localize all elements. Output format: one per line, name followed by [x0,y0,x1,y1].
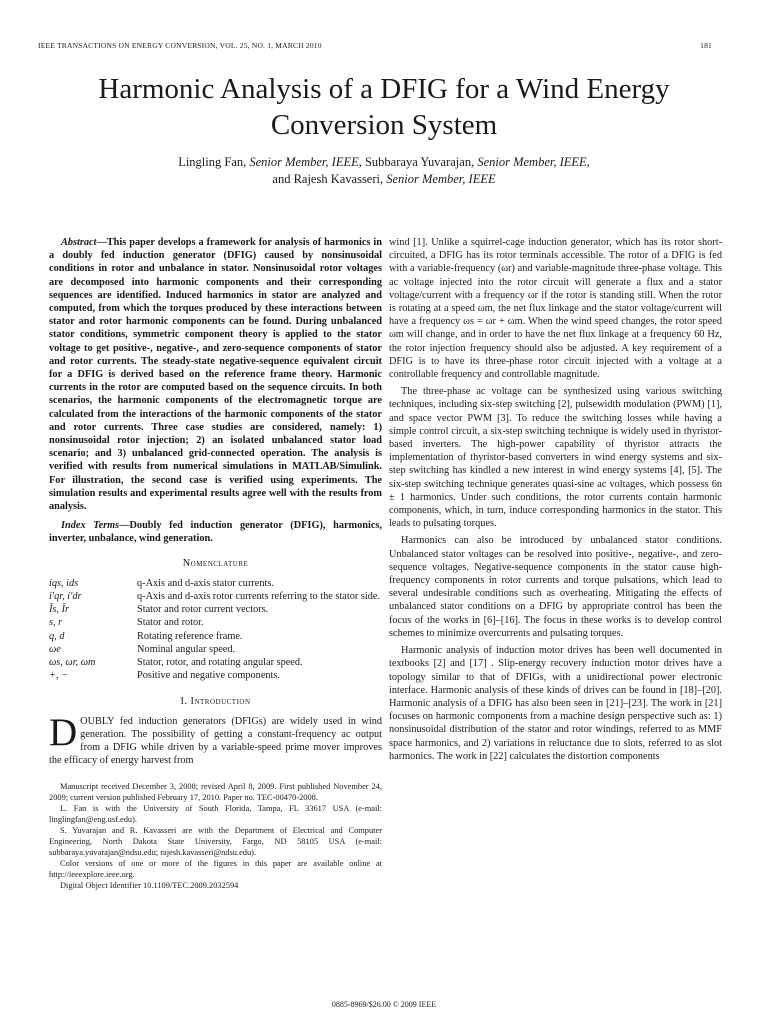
body-paragraph: The three-phase ac voltage can be synthesized using various switching techniques, including six-step switching [2], pulsewidth modulation (PWM) [1], and space vector PWM [3]. To reduce the switching losses while having a simple control circuit, a six-step switching technique is widely used in thyristor-based inverters. The high-power capability of thyristor attracts the implementation of thyristor-based converters in wind energy systems and six-step switching has kindled a new interest in wind energy systems [4], [5]. The six-step switching technique generates quasi-sine ac voltages, which possess 6n ± 1 harmonics. Under such conditions, the rotor currents contain harmonic components, which, in turn, induce corresponding harmonics in the stator. This leads to pulsating torques. [389,386,722,530]
author-1-name: Lingling Fan, [178,155,247,169]
title-line-2: Conversion System [270,109,498,141]
index-terms-text: —Doubly fed induction generator (DFIG), harmonics, inverter, unbalance, wind generation. [49,520,382,545]
introduction-paragraph [49,710,382,768]
author-2-role: Senior Member, IEEE, [477,155,590,169]
nomenclature-row [49,577,382,590]
copyright-footer: 0885-8969/$26.00 © 2009 IEEE [331,1000,437,1009]
abstract-text: —This paper develops a framework for analysis of harmonics in a doubly fed induction generator (DFIG) caused by nonsinusoidal conditions in rotor and unbalance in stator. Nonsinusoidal rotor voltages are decomposed into harmonic components and their corresponding sequences are identified. Induced harmonics in stator are analyzed and computed, from which the torques produced by these interactions between stator and rotor harmonic components can be found. During unbalanced stator conditions, symmetric component theory is applied to the stator voltage to get positive-, negative-, and zero-sequence components of stator and rotor currents. The steady-state negative-sequence equivalent circuit for a DFIG is derived based on the reference frame theory. Harmonic currents in the rotor are computed based on the sequence circuits. In both scenarios, the harmonic components of the electromagnetic torque are calculated from the interactions of the harmonic components of the stator and rotor currents. Three case studies are considered, namely: 1) nonsinusoidal rotor injection; 2) an isolated unbalanced stator load scenario; and 3) unbalanced grid-connected operation. The analysis is verified with results from numerical simulations in MATLAB/Simulink. For illustration, the second case is verified using experiments. The simulation results and experimental results agree well with the results from analysis. [49,237,382,513]
author-3-name: and Rajesh Kavasseri, [272,172,384,186]
left-column [49,236,382,891]
nomenclature-row [49,603,382,616]
right-column [389,236,722,767]
nomenclature-row [49,616,382,629]
body-paragraph: Harmonics can also be introduced by unbalanced stator conditions. Unbalanced stator voltages can be resolved into positive-, negative-, and zero-sequence voltages. Negative-sequence components in the stator cause high-frequency components in rotor currents and torque pulsations, which lead to several undesirable conditions such as overheating. Mitigating the effects of unbalanced stator conditions on a DFIG by appropriate control has been the focus of the works in [6]–[16]. The focus in these works is to develop control schemes to minimize overcurrents and pulsating torques. [389,535,722,639]
title-line-1: Harmonic Analysis of a DFIG for a Wind Energy [98,73,670,105]
footnote-doi: Digital Object Identifier 10.1109/TEC.2009.2032594 [60,880,239,890]
nomenclature-definition: Stator, rotor, and rotating angular speed. [137,657,303,669]
nomenclature-definition: q-Axis and d-axis rotor currents referring to the stator side. [137,591,381,603]
nomenclature-symbol: ωs, ωr, ωm [49,657,96,669]
nomenclature-symbol: q, d [49,630,65,642]
section-heading-introduction: I. Introduction [180,695,251,707]
nomenclature-symbol: ωe [49,643,61,655]
author-3-role: Senior Member, IEEE [386,172,496,186]
author-list [38,154,730,188]
author-line-2 [38,171,730,188]
page-number: 181 [700,41,712,50]
author-2-name: Subbaraya Yuvarajan, [364,155,475,169]
nomenclature-row [49,590,382,603]
nomenclature-symbol: s, r [49,617,63,629]
introduction-text: OUBLY fed induction generators (DFIGs) are widely used in wind generation. The possibility of getting a constant-frequency ac output from a DFIG while driven by a variable-speed prime mover improves the efficacy of energy harvest from [49,715,382,767]
nomenclature-row [49,643,382,656]
nomenclature-row [49,656,382,669]
body-paragraph: Harmonic analysis of induction motor drives has been well documented in textbooks [2] and [17] . Slip-energy recovery induction motor drives have a topology similar to that of DFIGs, with a unidirectional power electronic interface. Harmonic analysis of these kinds of drives can be found in [18]–[20]. Harmonic analysis of a DFIG has also been seen in [21]–[23]. The work in [21] focuses on harmonic components from a machine design perspective such as: 1) nonsinusoidal distribution of the stator and rotor windings, referred to as MMF space harmonics, and 2) variations in reluctance due to slots, referred to as slot harmonics. The work in [22] calculates the distortion components [389,645,722,762]
nomenclature-symbol: +, − [49,670,69,682]
footnote-author-1: L. Fan is with the University of South Florida, Tampa, FL 33617 USA (e-mail: linglingfan@eng.usf.edu). [49,803,382,824]
nomenclature-list [49,577,382,683]
nomenclature-definition: Rotating reference frame. [137,630,243,642]
nomenclature-symbol: Īs, Īr [49,604,70,616]
body-paragraph: wind [1]. Unlike a squirrel-cage induction generator, which has its rotor short-circuited, a DFIG has its rotor terminals accessible. The rotor of a DFIG is fed with a variable-frequency (ωr) and variable-magnitude three-phase voltage. This ac voltage injected into the rotor circuit will generate a flux and a stator voltage/current with a frequency ωr if the rotor is standing still. When the rotor is rotating at a speed ωm, the net flux linkage and the stator voltage/current will have a frequency ωs = ωr + ωm. When the wind speed changes, the rotor speed ωm will change, and in order to have the net flux linkage at a frequency 60 Hz, the rotor injection frequency should also be adjusted. A key requirement of a DFIG is to have its three-phase rotor circuit injected with a voltage at a controllable frequency and controllable magnitude. [389,237,722,381]
author-1-role: Senior Member, IEEE, [249,155,362,169]
nomenclature-definition: Nominal angular speed. [137,643,236,655]
nomenclature-row [49,630,382,643]
nomenclature-definition: Positive and negative components. [137,670,280,682]
paper-title [38,71,730,143]
index-terms-lead: Index Terms [61,520,120,532]
nomenclature-definition: Stator and rotor current vectors. [137,604,269,616]
index-terms [49,519,382,545]
footnote-authors-2-3: S. Yuvarajan and R. Kavasseri are with the Department of Electrical and Computer Engineering, North Dakota State University, Fargo, ND 58105 USA (e-mail: subbaraya.yuvarajan@ndsu.edu; rajesh.kavasseri@ndsu.edu). [49,825,382,857]
footnote-color-versions: Color versions of one or more of the figures in this paper are available online at http://ieeexplore.ieee.org. [49,858,382,879]
abstract-lead: Abstract [61,237,97,248]
nomenclature-heading: Nomenclature [182,557,249,569]
footnote-manuscript: Manuscript received December 3, 2008; revised April 8, 2009. First published November 24, 2009; current version published February 17, 2010. Paper no. TEC-00470-2008. [49,781,382,802]
nomenclature-definition: q-Axis and d-axis stator currents. [137,577,274,589]
nomenclature-symbol: i′qr, i′dr [49,591,82,603]
drop-cap: D [49,710,78,754]
footnotes [49,781,382,891]
abstract [49,236,382,513]
running-head [38,41,712,50]
author-line-1 [38,154,730,171]
nomenclature-row [49,669,382,682]
journal-header: IEEE TRANSACTIONS ON ENERGY CONVERSION, VOL. 25, NO. 1, MARCH 2010 [38,41,322,50]
nomenclature-definition: Stator and rotor. [137,617,204,629]
nomenclature-symbol: iqs, ids [49,577,79,589]
